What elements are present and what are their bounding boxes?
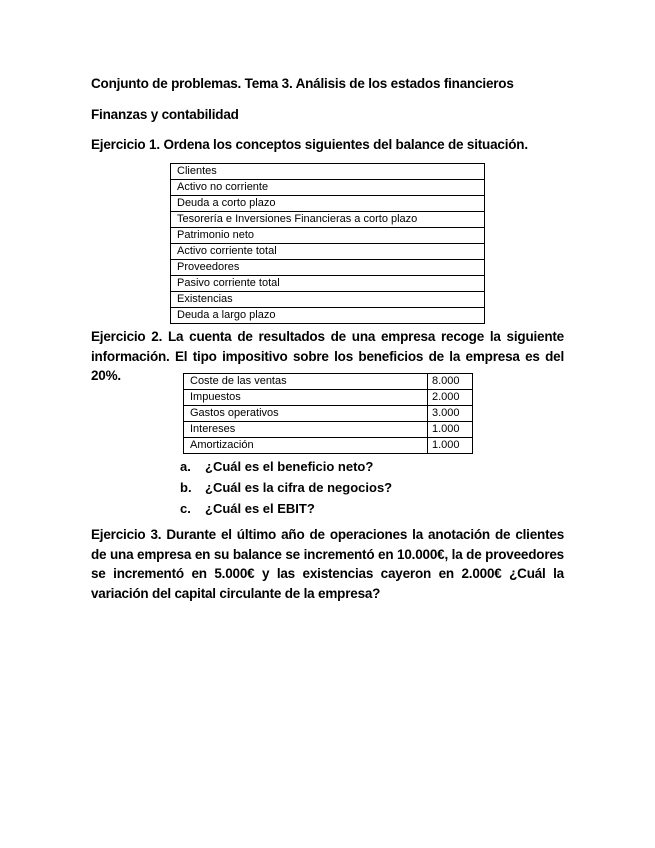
table-row <box>171 228 485 244</box>
value-cell: 8.000 <box>428 374 473 390</box>
table-row <box>184 374 473 390</box>
exercise-1-text: Ordena los conceptos siguientes del balance de situación. <box>159 137 528 152</box>
list-item <box>180 498 392 519</box>
table-cell: Clientes <box>171 164 485 180</box>
exercise-2-questions <box>180 456 392 519</box>
exercise-2-label: Ejercicio 2. <box>91 329 163 344</box>
table-cell: Activo corriente total <box>171 244 485 260</box>
table-row <box>171 308 485 324</box>
table-row <box>184 390 473 406</box>
table-row <box>184 438 473 454</box>
table-row <box>171 260 485 276</box>
value-cell: 2.000 <box>428 390 473 406</box>
table-row <box>171 244 485 260</box>
exercise-3-label: Ejercicio 3. <box>91 527 162 542</box>
table-cell: Pasivo corriente total <box>171 276 485 292</box>
exercise-1-label: Ejercicio 1. <box>91 137 160 152</box>
table-cell: Activo no corriente <box>171 180 485 196</box>
table-row <box>171 292 485 308</box>
table-row <box>171 276 485 292</box>
question-text: ¿Cuál es el beneficio neto? <box>205 459 374 474</box>
table-cell: Tesorería e Inversiones Financieras a corto plazo <box>171 212 485 228</box>
question-text: ¿Cuál es la cifra de negocios? <box>205 480 393 495</box>
list-marker: b. <box>180 480 192 495</box>
document-subtitle: Finanzas y contabilidad <box>91 107 239 122</box>
balance-concepts-table <box>170 163 485 324</box>
table-row <box>171 180 485 196</box>
exercise-3-statement <box>91 525 564 603</box>
table-row <box>171 164 485 180</box>
list-marker: c. <box>180 501 191 516</box>
value-cell: 1.000 <box>428 438 473 454</box>
value-cell: 1.000 <box>428 422 473 438</box>
concept-cell: Intereses <box>184 422 428 438</box>
table-row <box>184 406 473 422</box>
table-row <box>171 196 485 212</box>
table-row <box>171 212 485 228</box>
exercise-1-statement <box>91 135 564 155</box>
table-cell: Deuda a corto plazo <box>171 196 485 212</box>
income-statement-table <box>183 373 473 454</box>
list-item <box>180 477 392 498</box>
exercise-3-text: Durante el último año de operaciones la anotación de clientes de una empresa en su balance se incrementó en 10.000€, la de proveedores se incrementó en 5.000€ y las existencias cayeron en 2.000€ ¿Cuál la variación del capital circulante de la empresa? <box>91 527 565 601</box>
table-cell: Existencias <box>171 292 485 308</box>
table-cell: Deuda a largo plazo <box>171 308 485 324</box>
list-item <box>180 456 392 477</box>
document-title: Conjunto de problemas. Tema 3. Análisis de los estados financieros <box>91 76 514 91</box>
list-marker: a. <box>180 459 191 474</box>
table-cell: Proveedores <box>171 260 485 276</box>
concept-cell: Amortización <box>184 438 428 454</box>
table-cell: Patrimonio neto <box>171 228 485 244</box>
exercise-2-text: La cuenta de resultados de una empresa recoge la siguiente información. El tipo impositivo sobre los beneficios de la empresa es del 20%. <box>91 329 564 384</box>
concept-cell: Coste de las ventas <box>184 374 428 390</box>
question-text: ¿Cuál es el EBIT? <box>205 501 315 516</box>
table-row <box>184 422 473 438</box>
concept-cell: Gastos operativos <box>184 406 428 422</box>
concept-cell: Impuestos <box>184 390 428 406</box>
value-cell: 3.000 <box>428 406 473 422</box>
